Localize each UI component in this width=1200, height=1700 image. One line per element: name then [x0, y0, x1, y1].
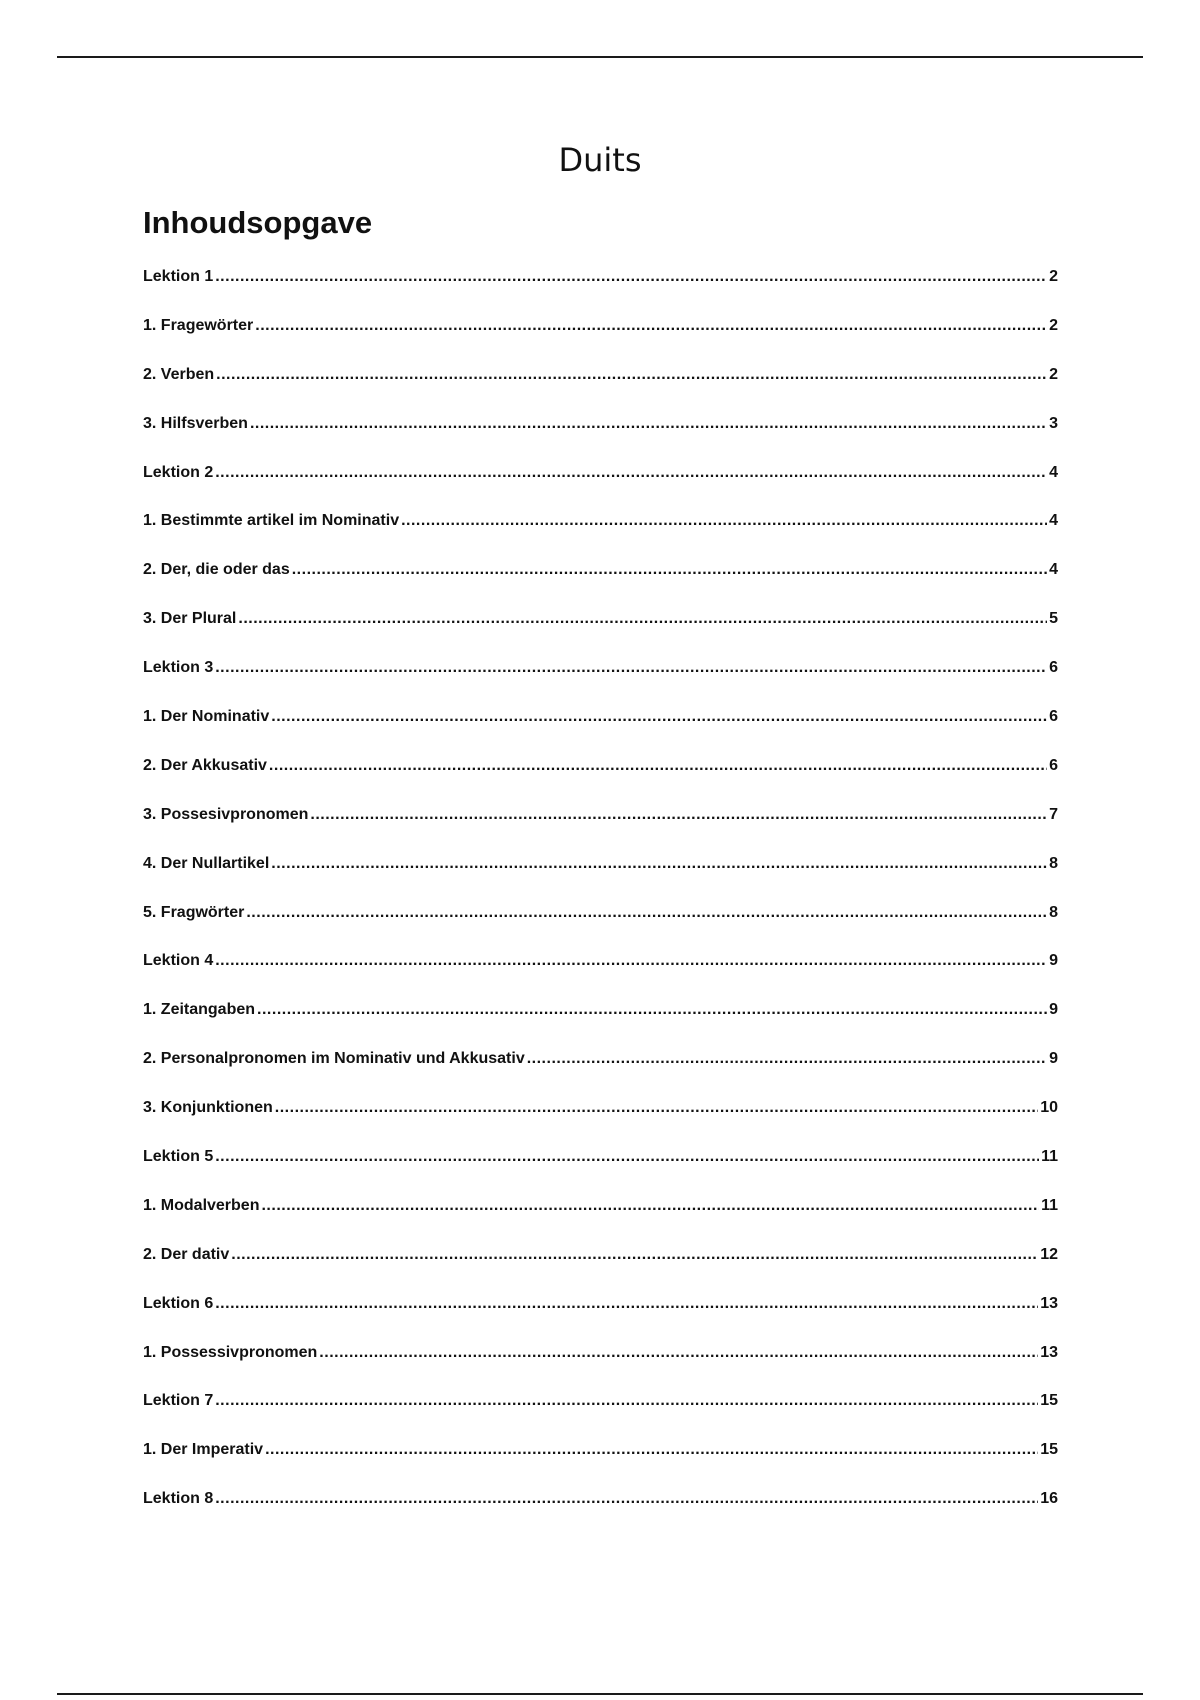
toc-entry-label: 4. Der Nullartikel [143, 854, 270, 872]
toc-dot-leader [215, 268, 1047, 286]
toc-dot-leader [215, 1392, 1038, 1410]
toc-entry[interactable] [143, 561, 1058, 610]
toc-entry[interactable] [143, 1392, 1058, 1441]
toc-entry-label: 5. Fragwörter [143, 903, 245, 921]
toc-entry-page-number: 9 [1049, 1050, 1058, 1068]
toc-entry-page-number: 2 [1049, 365, 1058, 383]
toc-dot-leader [275, 1099, 1038, 1117]
toc-entry[interactable] [143, 1441, 1058, 1490]
toc-entry-label: 1. Bestimmte artikel im Nominativ [143, 512, 400, 530]
toc-entry[interactable] [143, 708, 1058, 757]
toc-dot-leader [231, 1246, 1038, 1264]
toc-entry[interactable] [143, 1001, 1058, 1050]
toc-dot-leader [261, 1197, 1039, 1215]
toc-dot-leader [265, 1441, 1038, 1459]
toc-entry-page-number: 15 [1040, 1441, 1058, 1459]
toc-entry-page-number: 4 [1049, 463, 1058, 481]
footer-rule [57, 1693, 1143, 1695]
toc-entry[interactable] [143, 1148, 1058, 1197]
toc-entry[interactable] [143, 806, 1058, 855]
toc-dot-leader [238, 610, 1047, 628]
toc-entry[interactable] [143, 1197, 1058, 1246]
toc-dot-leader [215, 659, 1047, 677]
toc-dot-leader [527, 1050, 1047, 1068]
toc-entry[interactable] [143, 464, 1058, 513]
toc-entry-page-number: 15 [1040, 1392, 1058, 1410]
toc-entry-page-number: 11 [1041, 1196, 1058, 1214]
toc-dot-leader [271, 855, 1047, 873]
toc-entry-label: 2. Der, die oder das [143, 561, 290, 579]
toc-entry-page-number: 16 [1040, 1490, 1058, 1508]
toc-entry[interactable] [143, 1099, 1058, 1148]
toc-entry-label: Lektion 8 [143, 1490, 214, 1508]
toc-entry-label: 3. Konjunktionen [143, 1099, 273, 1117]
toc-entry-label: Lektion 7 [143, 1392, 214, 1410]
toc-entry[interactable] [143, 757, 1058, 806]
toc-entry[interactable] [143, 610, 1058, 659]
toc-entry-label: 1. Zeitangaben [143, 1001, 256, 1019]
toc-entry[interactable] [143, 1295, 1058, 1344]
toc-entry-page-number: 13 [1040, 1294, 1058, 1312]
table-of-contents [143, 268, 1058, 1539]
toc-entry-page-number: 6 [1049, 708, 1058, 726]
toc-dot-leader [319, 1344, 1038, 1362]
toc-dot-leader [401, 512, 1047, 530]
toc-entry[interactable] [143, 1050, 1058, 1099]
toc-dot-leader [310, 806, 1047, 824]
toc-dot-leader [255, 317, 1047, 335]
toc-entry-label: 1. Der Imperativ [143, 1441, 264, 1459]
toc-dot-leader [292, 561, 1047, 579]
toc-entry[interactable] [143, 1246, 1058, 1295]
toc-entry-label: 3. Der Plural [143, 610, 237, 628]
toc-entry-label: Lektion 2 [143, 463, 214, 481]
toc-dot-leader [215, 1295, 1038, 1313]
toc-entry-page-number: 9 [1049, 1001, 1058, 1019]
toc-entry-page-number: 10 [1040, 1099, 1058, 1117]
toc-entry[interactable] [143, 952, 1058, 1001]
toc-entry-label: 1. Der Nominativ [143, 708, 270, 726]
toc-entry[interactable] [143, 1490, 1058, 1539]
toc-entry-page-number: 11 [1041, 1148, 1058, 1166]
toc-entry-page-number: 6 [1049, 659, 1058, 677]
toc-entry-page-number: 2 [1049, 316, 1058, 334]
toc-dot-leader [257, 1001, 1047, 1019]
toc-entry-page-number: 8 [1049, 854, 1058, 872]
toc-dot-leader [250, 415, 1047, 433]
toc-entry-label: 2. Personalpronomen im Nominativ und Akkusativ [143, 1050, 525, 1068]
toc-entry[interactable] [143, 317, 1058, 366]
toc-entry-page-number: 6 [1049, 756, 1058, 774]
toc-entry-page-number: 13 [1040, 1343, 1058, 1361]
toc-dot-leader [269, 757, 1047, 775]
toc-entry[interactable] [143, 904, 1058, 953]
toc-entry-page-number: 8 [1049, 903, 1058, 921]
toc-dot-leader [215, 464, 1047, 482]
toc-entry-label: Lektion 6 [143, 1294, 214, 1312]
toc-dot-leader [215, 952, 1047, 970]
toc-entry[interactable] [143, 659, 1058, 708]
toc-entry-page-number: 5 [1049, 610, 1058, 628]
toc-entry-page-number: 4 [1049, 512, 1058, 530]
toc-entry-label: 1. Fragewörter [143, 316, 254, 334]
toc-entry-label: Lektion 3 [143, 659, 214, 677]
toc-entry-page-number: 2 [1049, 268, 1058, 285]
toc-entry-page-number: 7 [1049, 805, 1058, 823]
toc-entry-label: 2. Der Akkusativ [143, 756, 267, 774]
toc-entry-label: 1. Possessivpronomen [143, 1343, 318, 1361]
toc-entry-label: 2. Der dativ [143, 1245, 230, 1263]
toc-entry-label: 1. Modalverben [143, 1196, 260, 1214]
header-rule [57, 56, 1143, 58]
toc-entry[interactable] [143, 855, 1058, 904]
toc-entry-page-number: 3 [1049, 414, 1058, 432]
toc-entry-label: 3. Possesivpronomen [143, 805, 309, 823]
toc-entry[interactable] [143, 512, 1058, 561]
toc-entry-label: 3. Hilfsverben [143, 414, 248, 432]
toc-entry-label: Lektion 5 [143, 1148, 214, 1166]
toc-entry[interactable] [143, 415, 1058, 464]
toc-dot-leader [246, 904, 1047, 922]
toc-entry-page-number: 9 [1049, 952, 1058, 970]
toc-entry-label: Lektion 4 [143, 952, 214, 970]
document-title: Duits [558, 141, 642, 179]
toc-entry-label: Lektion 1 [143, 268, 214, 285]
toc-dot-leader [271, 708, 1047, 726]
toc-entry-label: 2. Verben [143, 365, 215, 383]
toc-entry-page-number: 4 [1049, 561, 1058, 579]
toc-entry[interactable] [143, 268, 1058, 317]
toc-entry[interactable] [143, 1344, 1058, 1393]
toc-dot-leader [215, 1490, 1038, 1508]
toc-heading: Inhoudsopgave [143, 205, 373, 240]
toc-entry[interactable] [143, 366, 1058, 415]
toc-dot-leader [215, 1148, 1039, 1166]
toc-entry-page-number: 12 [1040, 1245, 1058, 1263]
toc-dot-leader [216, 366, 1047, 384]
